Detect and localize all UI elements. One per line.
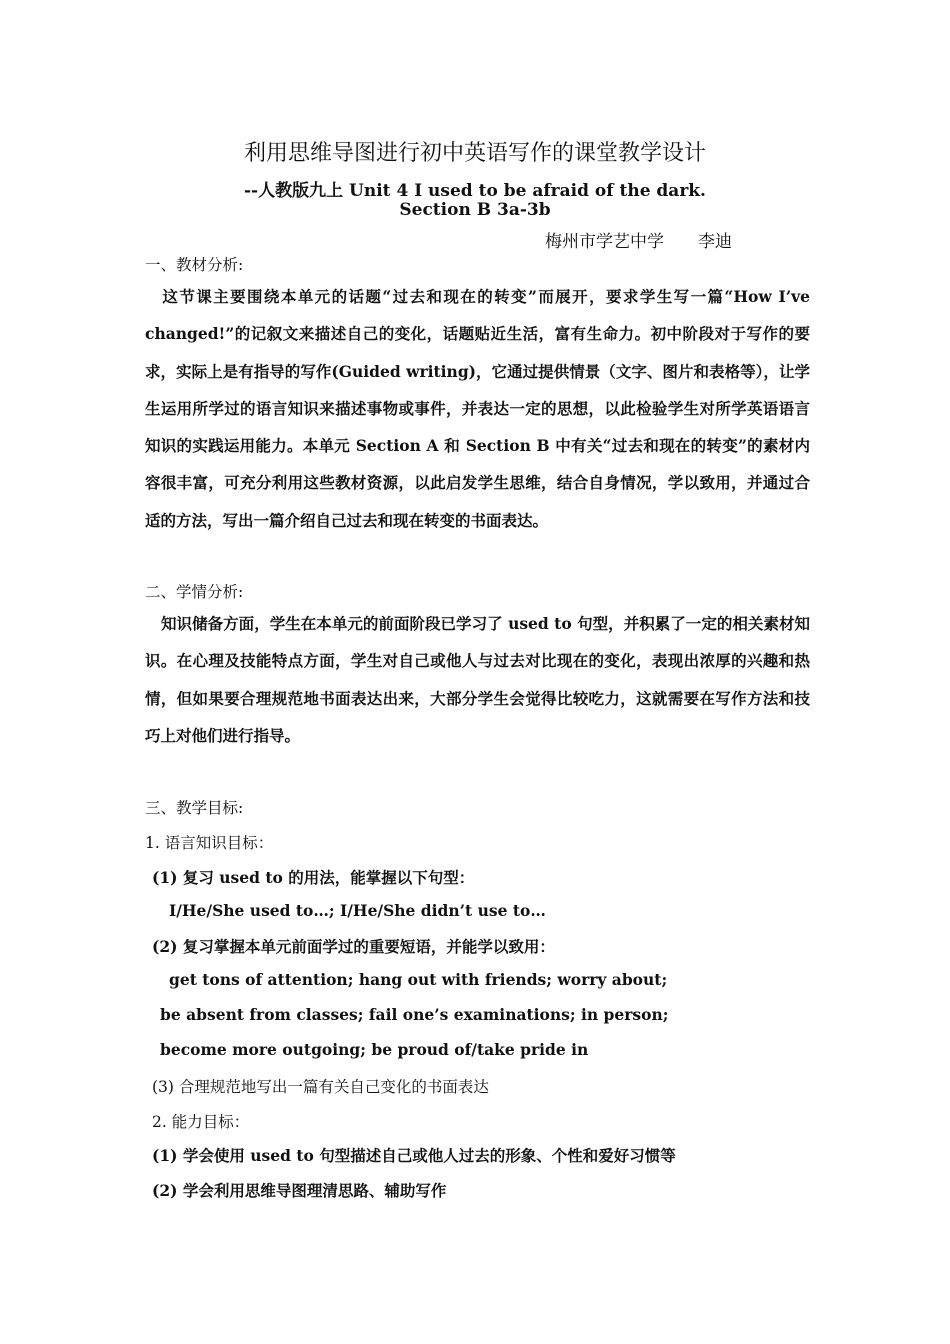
author-name: 李迪 xyxy=(698,232,732,252)
part1-heading: 一、教材分析: xyxy=(145,256,244,274)
phrases-line-3: become more outgoing; be proud of/take pride in xyxy=(160,1040,589,1059)
goal1-item3: (3) 合理规范地写出一篇有关自己变化的书面表达 xyxy=(152,1078,489,1096)
document-subtitle: --人教版九上 Unit 4 I used to be afraid of the dark. xyxy=(244,181,706,201)
goal2-ability1: (1) 学会使用 used to 句型描述自己或他人过去的形象、个性和爱好习惯等 xyxy=(152,1146,676,1165)
part1-paragraph-text: 这节课主要围绕本单元的话题“过去和现在的转变”而展开，要求学生写一篇“How I’ve changed!”的记叙文来描述自己的变化，话题贴近生活，富有生命力。初中阶段对于写作的要求，实际上是有指导的写作(Guided writing)，它通过提供情景（文字、图片和表格等），让学生运用所学过的语言知识来描述事物或事件，并表达一定的思想，以此检验学生对所学英语语言知识的实践运用能力。本单元 Section A 和 Section B 中有关“过去和现在的转变”的素材内容很丰富，可充分利用这些教材资源，以此启发学生思维，结合自身情况，学以致用，并通过合适的方法，写出一篇介绍自己过去和现在转变的书面表达。 xyxy=(145,287,810,530)
goal1-item1-pattern: I/He/She used to…; I/He/She didn’t use to… xyxy=(169,901,546,920)
phrases-line-2: be absent from classes; fail one’s examinations; in person; xyxy=(160,1005,669,1024)
part3-heading: 三、教学目标: xyxy=(145,799,244,817)
part2-paragraph-text: 知识储备方面，学生在本单元的前面阶段已学习了 used to 句型，并积累了一定的相关素材知识。在心理及技能特点方面，学生对自己或他人与过去对比现在的变化，表现出浓厚的兴趣和热情，但如果要合理规范地书面表达出来，大部分学生会觉得比较吃力，这就需要在写作方法和技巧上对他们进行指导。 xyxy=(145,614,810,745)
document-title: 利用思维导图进行初中英语写作的课堂教学设计 xyxy=(243,141,706,166)
goal-language-knowledge: 1. 语言知识目标： xyxy=(145,834,274,852)
school-name: 梅州市学艺中学 xyxy=(545,232,664,252)
author-line xyxy=(545,227,732,252)
goal1-item1: (1) 复习 used to 的用法，能掌握以下句型： xyxy=(152,868,475,887)
part1-paragraph xyxy=(145,278,810,539)
phrases-line-1: get tons of attention; hang out with friends; worry about; xyxy=(169,970,668,989)
goal-ability: 2. 能力目标： xyxy=(152,1113,250,1131)
part2-heading: 二、学情分析: xyxy=(145,583,244,601)
goal2-ability2: (2) 学会利用思维导图理清思路、辅助写作 xyxy=(152,1181,447,1200)
goal1-item2: (2) 复习掌握本单元前面学过的重要短语，并能学以致用： xyxy=(152,937,555,956)
part2-paragraph xyxy=(145,605,810,754)
document-section: Section B 3a-3b xyxy=(399,200,551,220)
